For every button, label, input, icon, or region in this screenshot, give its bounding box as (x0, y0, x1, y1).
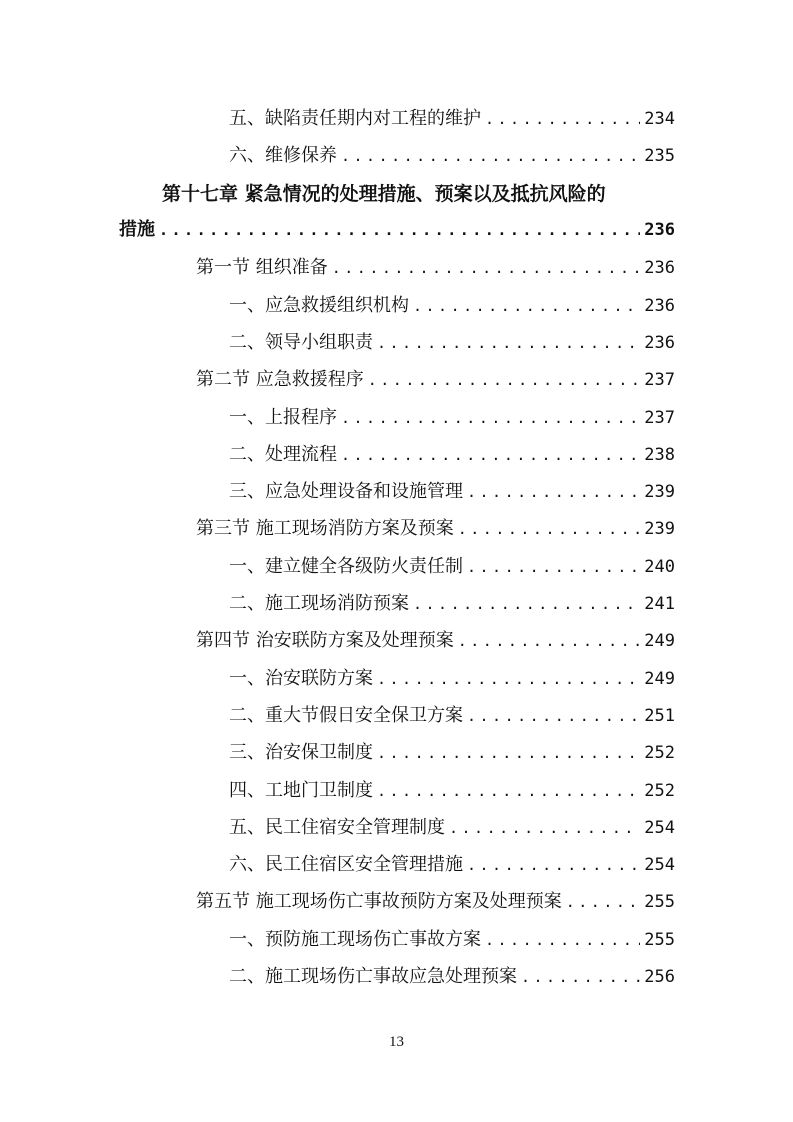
toc-entry-page: 249 (644, 631, 675, 651)
dot-leader (377, 744, 640, 762)
dot-leader (467, 558, 640, 576)
toc-entry-page: 239 (644, 482, 675, 502)
toc-entry-page: 237 (644, 370, 675, 390)
toc-entry-page: 252 (644, 743, 675, 763)
chapter-page: 236 (644, 220, 675, 240)
toc-entry-title: 六、民工住宿区安全管理措施 (229, 854, 463, 875)
toc-entry-page: 234 (644, 109, 675, 129)
toc-entry[interactable] (229, 104, 675, 134)
dot-leader (449, 819, 640, 837)
dot-leader (413, 595, 640, 613)
toc-entry-title: 一、预防施工现场伤亡事故方案 (229, 929, 481, 950)
toc-entry-title: 第一节 组织准备 (196, 257, 328, 278)
toc-entry-page: 236 (644, 258, 675, 278)
dot-leader (467, 483, 640, 501)
toc-entry-page: 241 (644, 594, 675, 614)
toc-entry[interactable] (229, 477, 675, 507)
toc-entry-title: 一、治安联防方案 (229, 668, 373, 689)
dot-leader (377, 782, 640, 800)
chapter-heading-continuation[interactable] (119, 215, 675, 245)
dot-leader (377, 334, 640, 352)
dot-leader (377, 670, 640, 688)
dot-leader (332, 259, 641, 277)
toc-entry-title: 二、处理流程 (229, 444, 337, 465)
dot-leader (458, 520, 641, 538)
dot-leader (467, 707, 640, 725)
toc-entry[interactable] (229, 291, 675, 321)
toc-entry-page: 239 (644, 519, 675, 539)
toc-entry-page: 240 (644, 557, 675, 577)
toc-entry-page: 252 (644, 781, 675, 801)
toc-entry-page: 237 (644, 408, 675, 428)
toc-section[interactable] (196, 253, 675, 283)
toc-entry-page: 236 (644, 333, 675, 353)
toc-entry-page: 255 (644, 930, 675, 950)
chapter-heading[interactable]: 第十七章 紧急情况的处理措施、预案以及抵抗风险的 (162, 183, 606, 205)
toc-entry-page: 235 (644, 146, 675, 166)
dot-leader (467, 856, 640, 874)
toc-section[interactable] (196, 626, 675, 656)
toc-entry-title: 五、缺陷责任期内对工程的维护 (229, 108, 481, 129)
dot-leader (159, 221, 640, 239)
dot-leader (566, 893, 641, 911)
toc-entry-title: 五、民工住宿安全管理制度 (229, 817, 445, 838)
toc-entry[interactable] (229, 738, 675, 768)
toc-entry[interactable] (229, 328, 675, 358)
toc-entry[interactable] (229, 813, 675, 843)
dot-leader (341, 446, 640, 464)
toc-entry-page: 236 (644, 296, 675, 316)
toc-entry[interactable] (229, 440, 675, 470)
toc-entry-title: 第二节 应急救援程序 (196, 369, 364, 390)
toc-entry-title: 六、维修保养 (229, 145, 337, 166)
toc-entry[interactable] (229, 403, 675, 433)
dot-leader (485, 931, 640, 949)
toc-entry-title: 第三节 施工现场消防方案及预案 (196, 518, 454, 539)
dot-leader (485, 110, 640, 128)
toc-entry[interactable] (229, 552, 675, 582)
toc-entry-title: 第四节 治安联防方案及处理预案 (196, 630, 454, 651)
chapter-title-tail: 措施 (119, 219, 155, 240)
toc-entry-title: 二、领导小组职责 (229, 332, 373, 353)
toc-section[interactable] (196, 365, 675, 395)
toc-entry-title: 二、施工现场消防预案 (229, 593, 409, 614)
dot-leader (458, 632, 641, 650)
toc-entry-title: 第五节 施工现场伤亡事故预防方案及处理预案 (196, 891, 562, 912)
toc-entry-page: 254 (644, 855, 675, 875)
toc-entry[interactable] (229, 776, 675, 806)
toc-entry-title: 二、施工现场伤亡事故应急处理预案 (229, 966, 517, 987)
toc-entry-title: 三、应急处理设备和设施管理 (229, 481, 463, 502)
toc-entry[interactable] (229, 701, 675, 731)
toc-entry-page: 249 (644, 669, 675, 689)
toc-entry[interactable] (229, 925, 675, 955)
toc-entry[interactable] (229, 141, 675, 171)
toc-entry[interactable] (229, 664, 675, 694)
toc-entry-title: 一、建立健全各级防火责任制 (229, 556, 463, 577)
toc-section[interactable] (196, 514, 675, 544)
toc-section[interactable] (196, 887, 675, 917)
toc-entry-page: 251 (644, 706, 675, 726)
toc-entry-page: 256 (644, 967, 675, 987)
toc-entry-title: 三、治安保卫制度 (229, 742, 373, 763)
dot-leader (341, 147, 640, 165)
toc-entry[interactable] (229, 850, 675, 880)
toc-entry[interactable] (229, 589, 675, 619)
dot-leader (413, 297, 640, 315)
dot-leader (341, 409, 640, 427)
toc-entry-title: 四、工地门卫制度 (229, 780, 373, 801)
page-number: 13 (389, 1034, 404, 1050)
toc-entry-page: 254 (644, 818, 675, 838)
toc-entry-title: 一、上报程序 (229, 407, 337, 428)
dot-leader (368, 371, 641, 389)
toc-entry-title: 一、应急救援组织机构 (229, 295, 409, 316)
toc-entry[interactable] (229, 962, 675, 992)
toc-entry-title: 二、重大节假日安全保卫方案 (229, 705, 463, 726)
dot-leader (521, 968, 640, 986)
toc-entry-page: 238 (644, 445, 675, 465)
toc-entry-page: 255 (644, 892, 675, 912)
